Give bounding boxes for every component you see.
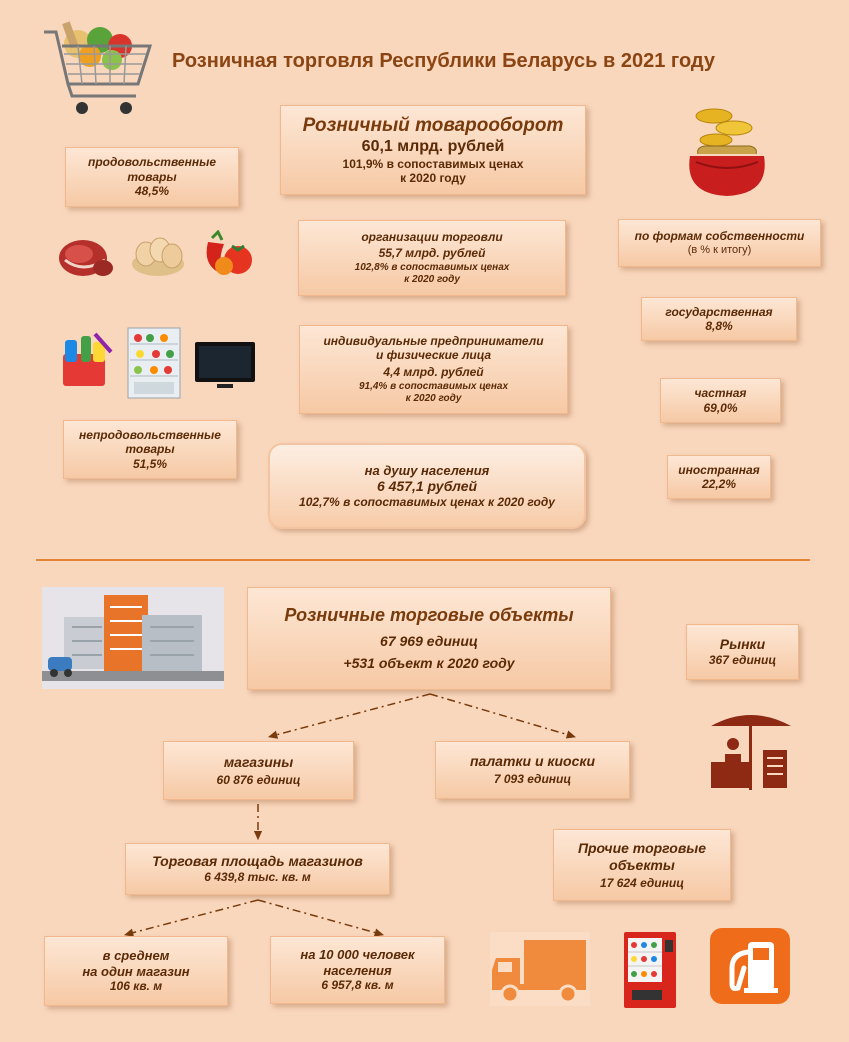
- per-capita-growth: 102,7% в сопоставимых ценах к 2020 году: [299, 495, 555, 509]
- per10k-label-2: населения: [323, 962, 392, 978]
- food-label-1: продовольственные: [88, 155, 216, 170]
- shops-value: 60 876 единиц: [216, 772, 301, 787]
- markets-value: 367 единиц: [708, 653, 777, 668]
- area-label: Торговая площадь магазинов: [152, 853, 363, 870]
- other-label-1: Прочие торговые: [577, 840, 707, 856]
- page-title: Розничная торговля Республики Беларусь в 2021 году: [172, 50, 715, 72]
- objects-title: Розничные торговые объекты: [284, 604, 574, 625]
- trade-orgs-label: организации торговли: [361, 229, 503, 244]
- shops-box: [163, 741, 354, 800]
- turnover-title: Розничный товарооборот: [302, 114, 564, 136]
- shops-label: магазины: [223, 753, 294, 770]
- markets-label: Рынки: [719, 636, 766, 653]
- per10k-label-1: на 10 000 человек: [300, 947, 415, 963]
- foreign-value: 22,2%: [701, 477, 737, 491]
- nonfood-label-2: товары: [125, 442, 175, 457]
- foreign-label: иностранная: [678, 462, 760, 477]
- fuel-station-icon: [710, 928, 790, 1004]
- avg-value: 106 кв. м: [109, 979, 163, 994]
- food-label-2: товары: [127, 169, 177, 184]
- turnover-value: 60,1 млрд. рублей: [361, 138, 505, 156]
- area-value: 6 439,8 тыс. кв. м: [204, 870, 311, 885]
- avg-per-shop-box: [44, 936, 228, 1006]
- kiosks-box: [435, 741, 630, 799]
- kiosks-label: палатки и киоски: [469, 753, 596, 770]
- entrepreneurs-label-1: индивидуальные предприниматели: [323, 333, 544, 348]
- trade-orgs-base-year: к 2020 году: [404, 274, 460, 286]
- truck-icon: [490, 932, 590, 1006]
- per-capita-value: 6 457,1 рублей: [376, 478, 478, 495]
- entrepreneurs-base-year: к 2020 году: [405, 393, 462, 405]
- shop-area-box: [125, 843, 390, 895]
- avg-label-2: на один магазин: [82, 963, 190, 979]
- state-label: государственная: [665, 304, 773, 319]
- private-value: 69,0%: [703, 400, 738, 415]
- food-value: 48,5%: [134, 184, 170, 199]
- ownership-label: по формам собственности: [634, 229, 805, 244]
- market-stall-icon: [707, 710, 795, 792]
- entrepreneurs-growth: 91,4% в сопоставимых ценах: [358, 381, 509, 393]
- objects-growth: +531 объект к 2020 году: [343, 655, 515, 672]
- turnover-growth: 101,9% в сопоставимых ценах: [342, 156, 524, 171]
- vending-machine-icon: [622, 930, 678, 1010]
- other-label-2: объекты: [609, 856, 675, 873]
- turnover-base-year: к 2020 году: [400, 170, 466, 185]
- per10k-value: 6 957,8 кв. м: [321, 978, 394, 993]
- state-value: 8,8%: [705, 319, 733, 333]
- objects-value: 67 969 единиц: [380, 632, 478, 649]
- per-capita-label: на душу населения: [364, 462, 490, 478]
- nonfood-label-1: непродовольственные: [79, 427, 221, 442]
- avg-label-1: в среднем: [102, 948, 170, 964]
- private-label: частная: [694, 386, 747, 401]
- other-value: 17 624 единиц: [600, 875, 684, 890]
- ownership-sub: (в % к итогу): [687, 243, 752, 256]
- other-objects-box: [553, 829, 731, 901]
- trade-orgs-growth: 102,8% в сопоставимых ценах: [354, 262, 510, 274]
- kiosks-value: 7 093 единиц: [493, 772, 572, 787]
- entrepreneurs-label-2: и физические лица: [375, 348, 492, 363]
- per-10k-box: [270, 936, 445, 1004]
- entrepreneurs-value: 4,4 млрд. рублей: [383, 364, 484, 379]
- trade-orgs-value: 55,7 млрд. рублей: [378, 246, 486, 260]
- nonfood-value: 51,5%: [132, 456, 168, 471]
